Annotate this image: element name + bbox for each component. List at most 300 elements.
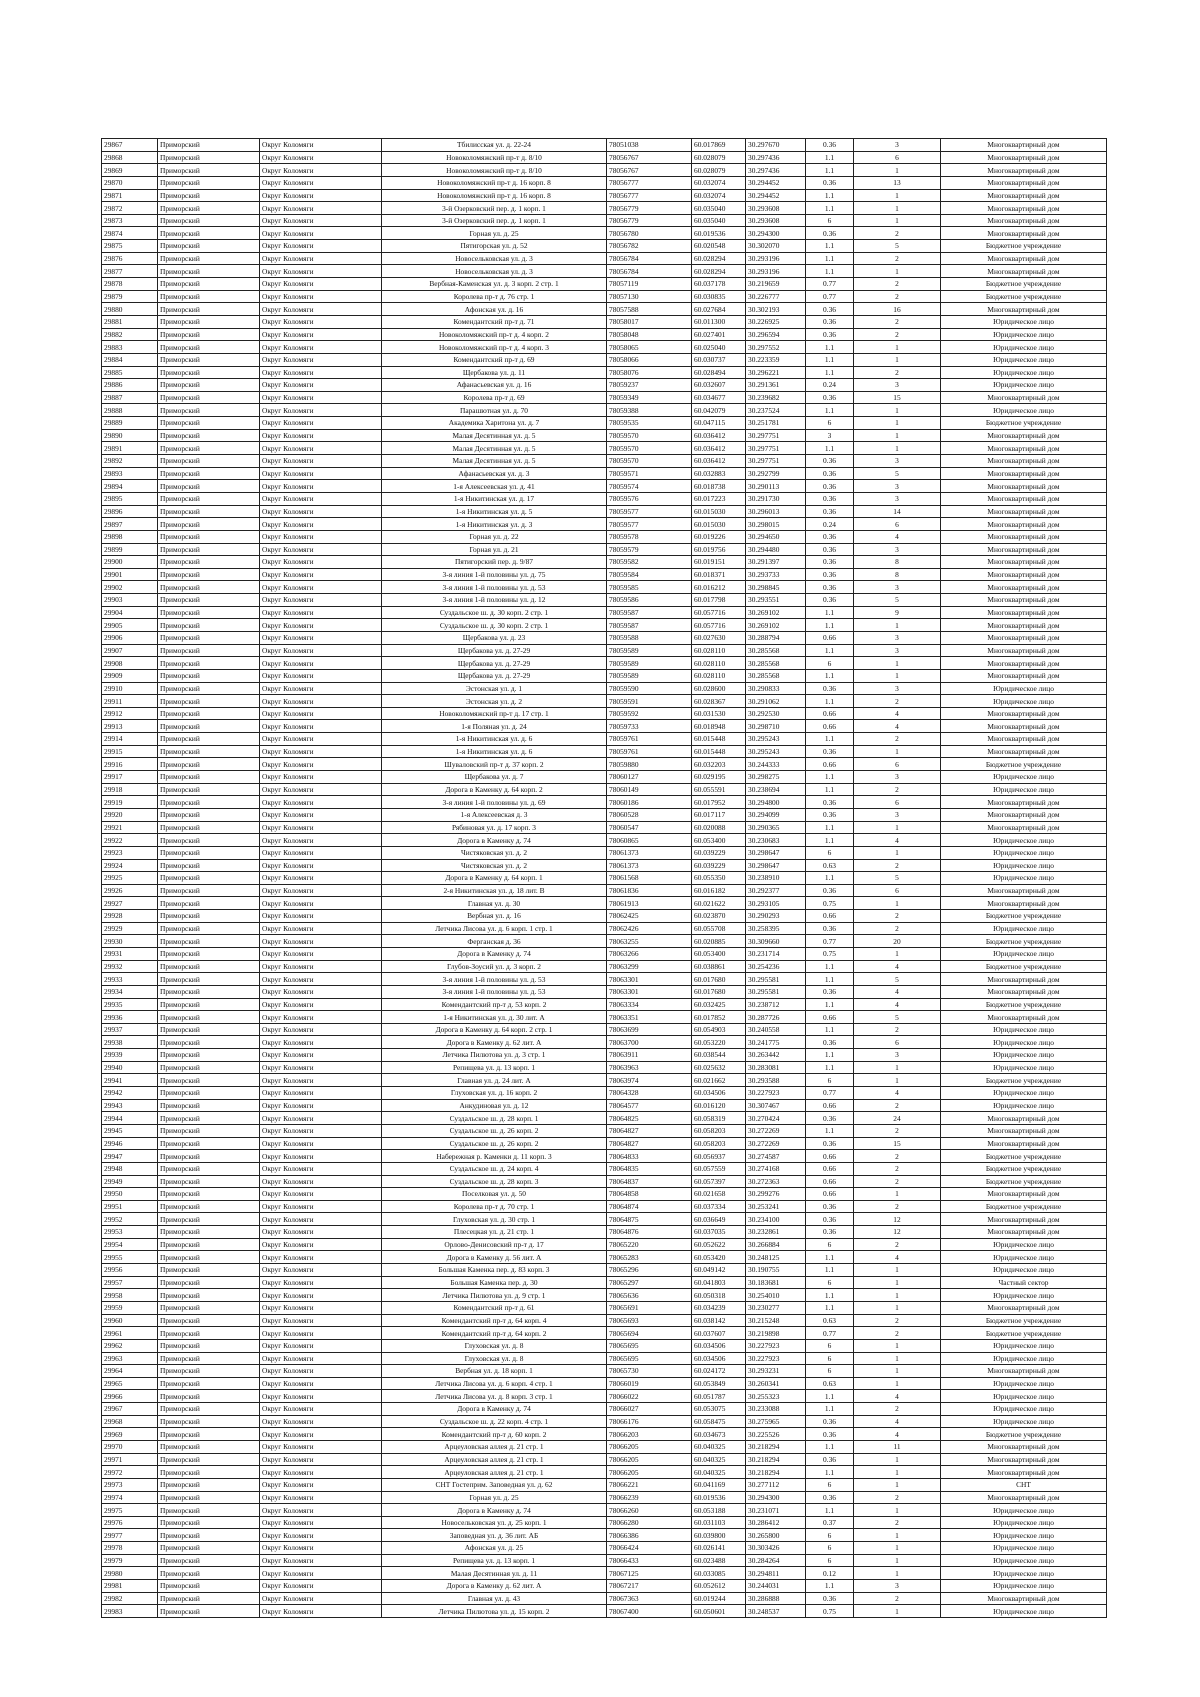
longitude-cell: 30.254010 — [746, 1289, 806, 1302]
table-row — [102, 315, 1107, 328]
owner-type-cell: Многоквартирный дом — [941, 581, 1107, 594]
district-cell: Приморский — [158, 1403, 260, 1416]
district-cell: Приморский — [158, 404, 260, 417]
latitude-cell: 60.026141 — [692, 1542, 746, 1555]
latitude-cell: 60.025040 — [692, 341, 746, 354]
latitude-cell: 60.058203 — [692, 1137, 746, 1150]
address-cell: 3-я линия 1-й половины ул. д. 53 — [382, 581, 607, 594]
district-cell: Приморский — [158, 1226, 260, 1239]
longitude-cell: 30.299276 — [746, 1188, 806, 1201]
table-row — [102, 404, 1107, 417]
address-cell: Чистяковская ул. д. 2 — [382, 846, 607, 859]
latitude-cell: 60.049142 — [692, 1264, 746, 1277]
address-cell: Комендантский пр-т д. 53 корп. 2 — [382, 998, 607, 1011]
okrug-cell: Округ Коломяги — [260, 808, 382, 821]
address-cell: Горная ул. д. 25 — [382, 227, 607, 240]
capacity-cell: 1.1 — [806, 1264, 854, 1277]
latitude-cell: 60.058319 — [692, 1112, 746, 1125]
row-id-cell: 29961 — [102, 1327, 158, 1340]
row-id-cell: 29885 — [102, 366, 158, 379]
capacity-cell: 0.36 — [806, 1415, 854, 1428]
district-cell: Приморский — [158, 1466, 260, 1479]
longitude-cell: 30.297552 — [746, 341, 806, 354]
okrug-cell: Округ Коломяги — [260, 1251, 382, 1264]
address-cell: 1-я Никитинская ул. д. 30 лит. А — [382, 1011, 607, 1024]
latitude-cell: 60.053188 — [692, 1504, 746, 1517]
okrug-cell: Округ Коломяги — [260, 176, 382, 189]
longitude-cell: 30.294452 — [746, 176, 806, 189]
district-cell: Приморский — [158, 872, 260, 885]
latitude-cell: 60.028294 — [692, 265, 746, 278]
row-id-cell: 29933 — [102, 973, 158, 986]
latitude-cell: 60.021658 — [692, 1188, 746, 1201]
code-cell: 78056767 — [607, 151, 692, 164]
table-row — [102, 1023, 1107, 1036]
address-cell: Пятигорский пер. д. 9/87 — [382, 556, 607, 569]
count-cell: 4 — [854, 1428, 941, 1441]
longitude-cell: 30.283081 — [746, 1061, 806, 1074]
table-row — [102, 796, 1107, 809]
count-cell: 2 — [854, 1150, 941, 1163]
district-cell: Приморский — [158, 783, 260, 796]
table-row — [102, 366, 1107, 379]
longitude-cell: 30.294650 — [746, 530, 806, 543]
code-cell: 78065695 — [607, 1352, 692, 1365]
row-id-cell: 29898 — [102, 530, 158, 543]
longitude-cell: 30.275965 — [746, 1415, 806, 1428]
table-row — [102, 1377, 1107, 1390]
capacity-cell: 1.1 — [806, 1124, 854, 1137]
table-row — [102, 1087, 1107, 1100]
owner-type-cell: Юридическое лицо — [941, 846, 1107, 859]
owner-type-cell: Многоквартирный дом — [941, 707, 1107, 720]
longitude-cell: 30.270424 — [746, 1112, 806, 1125]
table-row — [102, 227, 1107, 240]
capacity-cell: 0.77 — [806, 935, 854, 948]
count-cell: 2 — [854, 278, 941, 291]
capacity-cell: 1.1 — [806, 1289, 854, 1302]
row-id-cell: 29897 — [102, 518, 158, 531]
address-cell: Чистяковская ул. д. 2 — [382, 859, 607, 872]
district-cell: Приморский — [158, 1061, 260, 1074]
code-cell: 78059579 — [607, 543, 692, 556]
okrug-cell: Округ Коломяги — [260, 164, 382, 177]
latitude-cell: 60.015448 — [692, 733, 746, 746]
row-id-cell: 29981 — [102, 1580, 158, 1593]
code-cell: 78058065 — [607, 341, 692, 354]
table-row — [102, 771, 1107, 784]
longitude-cell: 30.293733 — [746, 568, 806, 581]
address-cell: Дорога в Каменку д. 62 лит. А — [382, 1036, 607, 1049]
table-row — [102, 783, 1107, 796]
capacity-cell: 0.66 — [806, 910, 854, 923]
latitude-cell: 60.047115 — [692, 417, 746, 430]
latitude-cell: 60.032074 — [692, 189, 746, 202]
table-row — [102, 467, 1107, 480]
longitude-cell: 30.244031 — [746, 1580, 806, 1593]
longitude-cell: 30.272269 — [746, 1137, 806, 1150]
count-cell: 6 — [854, 758, 941, 771]
count-cell: 15 — [854, 391, 941, 404]
okrug-cell: Округ Коломяги — [260, 783, 382, 796]
count-cell: 1 — [854, 948, 941, 961]
district-cell: Приморский — [158, 922, 260, 935]
table-row — [102, 1403, 1107, 1416]
address-cell: Глубов-Зоусий ул. д. 3 корп. 2 — [382, 960, 607, 973]
address-cell: Суздальское ш. д. 28 корп. 1 — [382, 1112, 607, 1125]
count-cell: 3 — [854, 139, 941, 152]
code-cell: 78063299 — [607, 960, 692, 973]
owner-type-cell: Многоквартирный дом — [941, 252, 1107, 265]
code-cell: 78065220 — [607, 1238, 692, 1251]
count-cell: 4 — [854, 960, 941, 973]
okrug-cell: Округ Коломяги — [260, 1162, 382, 1175]
address-cell: Суздальское ш. д. 26 корп. 2 — [382, 1137, 607, 1150]
count-cell: 4 — [854, 1390, 941, 1403]
longitude-cell: 30.272363 — [746, 1175, 806, 1188]
count-cell: 3 — [854, 771, 941, 784]
district-cell: Приморский — [158, 1301, 260, 1314]
table-row — [102, 1466, 1107, 1479]
okrug-cell: Округ Коломяги — [260, 265, 382, 278]
count-cell: 1 — [854, 821, 941, 834]
okrug-cell: Округ Коломяги — [260, 897, 382, 910]
district-cell: Приморский — [158, 303, 260, 316]
table-row — [102, 1339, 1107, 1352]
district-cell: Приморский — [158, 1478, 260, 1491]
capacity-cell: 0.36 — [806, 505, 854, 518]
count-cell: 1 — [854, 442, 941, 455]
district-cell: Приморский — [158, 480, 260, 493]
owner-type-cell: Юридическое лицо — [941, 682, 1107, 695]
row-id-cell: 29926 — [102, 884, 158, 897]
district-cell: Приморский — [158, 1365, 260, 1378]
row-id-cell: 29965 — [102, 1377, 158, 1390]
latitude-cell: 60.032425 — [692, 998, 746, 1011]
district-cell: Приморский — [158, 1276, 260, 1289]
code-cell: 78065297 — [607, 1276, 692, 1289]
longitude-cell: 30.269102 — [746, 619, 806, 632]
okrug-cell: Округ Коломяги — [260, 530, 382, 543]
count-cell: 1 — [854, 745, 941, 758]
owner-type-cell: Бюджетное учреждение — [941, 1074, 1107, 1087]
code-cell: 78065694 — [607, 1327, 692, 1340]
district-cell: Приморский — [158, 745, 260, 758]
longitude-cell: 30.297436 — [746, 151, 806, 164]
count-cell: 2 — [854, 910, 941, 923]
longitude-cell: 30.294452 — [746, 189, 806, 202]
row-id-cell: 29868 — [102, 151, 158, 164]
longitude-cell: 30.307467 — [746, 1099, 806, 1112]
capacity-cell: 1.1 — [806, 606, 854, 619]
district-cell: Приморский — [158, 1049, 260, 1062]
longitude-cell: 30.240558 — [746, 1023, 806, 1036]
row-id-cell: 29920 — [102, 808, 158, 821]
okrug-cell: Округ Коломяги — [260, 1061, 382, 1074]
row-id-cell: 29946 — [102, 1137, 158, 1150]
latitude-cell: 60.029195 — [692, 771, 746, 784]
capacity-cell: 0.24 — [806, 518, 854, 531]
owner-type-cell: Многоквартирный дом — [941, 1188, 1107, 1201]
latitude-cell: 60.057559 — [692, 1162, 746, 1175]
capacity-cell: 0.24 — [806, 379, 854, 392]
code-cell: 78059761 — [607, 733, 692, 746]
count-cell: 1 — [854, 1377, 941, 1390]
latitude-cell: 60.055708 — [692, 922, 746, 935]
capacity-cell: 0.66 — [806, 1162, 854, 1175]
longitude-cell: 30.219898 — [746, 1327, 806, 1340]
okrug-cell: Округ Коломяги — [260, 682, 382, 695]
okrug-cell: Округ Коломяги — [260, 353, 382, 366]
table-row — [102, 1150, 1107, 1163]
code-cell: 78059535 — [607, 417, 692, 430]
owner-type-cell: Многоквартирный дом — [941, 985, 1107, 998]
address-cell: Щербакова ул. д. 27-29 — [382, 669, 607, 682]
code-cell: 78056779 — [607, 214, 692, 227]
count-cell: 2 — [854, 1516, 941, 1529]
latitude-cell: 60.040325 — [692, 1440, 746, 1453]
table-row — [102, 1238, 1107, 1251]
table-row — [102, 1327, 1107, 1340]
okrug-cell: Округ Коломяги — [260, 1276, 382, 1289]
capacity-cell: 6 — [806, 1529, 854, 1542]
longitude-cell: 30.291062 — [746, 695, 806, 708]
table-row — [102, 202, 1107, 215]
longitude-cell: 30.297751 — [746, 455, 806, 468]
longitude-cell: 30.293105 — [746, 897, 806, 910]
row-id-cell: 29975 — [102, 1504, 158, 1517]
address-cell: Дорога в Каменку д. 74 — [382, 948, 607, 961]
code-cell: 78059349 — [607, 391, 692, 404]
latitude-cell: 60.025632 — [692, 1061, 746, 1074]
longitude-cell: 30.255323 — [746, 1390, 806, 1403]
row-id-cell: 29896 — [102, 505, 158, 518]
code-cell: 78064874 — [607, 1200, 692, 1213]
okrug-cell: Округ Коломяги — [260, 796, 382, 809]
code-cell: 78067363 — [607, 1592, 692, 1605]
count-cell: 4 — [854, 1087, 941, 1100]
owner-type-cell: Юридическое лицо — [941, 783, 1107, 796]
okrug-cell: Округ Коломяги — [260, 973, 382, 986]
longitude-cell: 30.218294 — [746, 1453, 806, 1466]
row-id-cell: 29932 — [102, 960, 158, 973]
latitude-cell: 60.039800 — [692, 1529, 746, 1542]
okrug-cell: Округ Коломяги — [260, 1605, 382, 1618]
table-row — [102, 758, 1107, 771]
table-row — [102, 1124, 1107, 1137]
latitude-cell: 60.057397 — [692, 1175, 746, 1188]
code-cell: 78063963 — [607, 1061, 692, 1074]
longitude-cell: 30.292377 — [746, 884, 806, 897]
okrug-cell: Округ Коломяги — [260, 480, 382, 493]
latitude-cell: 60.052612 — [692, 1580, 746, 1593]
latitude-cell: 60.032074 — [692, 176, 746, 189]
table-row — [102, 1226, 1107, 1239]
row-id-cell: 29886 — [102, 379, 158, 392]
count-cell: 11 — [854, 1440, 941, 1453]
owner-type-cell: Многоквартирный дом — [941, 594, 1107, 607]
row-id-cell: 29918 — [102, 783, 158, 796]
code-cell: 78066280 — [607, 1516, 692, 1529]
latitude-cell: 60.019244 — [692, 1592, 746, 1605]
district-cell: Приморский — [158, 568, 260, 581]
longitude-cell: 30.227923 — [746, 1087, 806, 1100]
okrug-cell: Округ Коломяги — [260, 492, 382, 505]
address-cell: 3-я линия 1-й половины ул. д. 12 — [382, 594, 607, 607]
address-cell: Новосельковская ул. д. 25 корп. 1 — [382, 1516, 607, 1529]
row-id-cell: 29871 — [102, 189, 158, 202]
capacity-cell: 6 — [806, 1074, 854, 1087]
count-cell: 3 — [854, 379, 941, 392]
okrug-cell: Округ Коломяги — [260, 1238, 382, 1251]
count-cell: 1 — [854, 1466, 941, 1479]
okrug-cell: Округ Коломяги — [260, 745, 382, 758]
code-cell: 78059761 — [607, 745, 692, 758]
latitude-cell: 60.038544 — [692, 1049, 746, 1062]
address-cell: Малая Десятинная ул. д. 5 — [382, 429, 607, 442]
code-cell: 78059574 — [607, 480, 692, 493]
count-cell: 2 — [854, 922, 941, 935]
longitude-cell: 30.219659 — [746, 278, 806, 291]
row-id-cell: 29902 — [102, 581, 158, 594]
row-id-cell: 29935 — [102, 998, 158, 1011]
row-id-cell: 29891 — [102, 442, 158, 455]
longitude-cell: 30.295243 — [746, 733, 806, 746]
code-cell: 78066260 — [607, 1504, 692, 1517]
capacity-cell: 1.1 — [806, 252, 854, 265]
table-row — [102, 1099, 1107, 1112]
owner-type-cell: Бюджетное учреждение — [941, 910, 1107, 923]
code-cell: 78064875 — [607, 1213, 692, 1226]
okrug-cell: Округ Коломяги — [260, 695, 382, 708]
count-cell: 6 — [854, 1036, 941, 1049]
owner-type-cell: Юридическое лицо — [941, 1567, 1107, 1580]
capacity-cell: 0.36 — [806, 467, 854, 480]
code-cell: 78059577 — [607, 505, 692, 518]
row-id-cell: 29950 — [102, 1188, 158, 1201]
latitude-cell: 60.023870 — [692, 910, 746, 923]
capacity-cell: 1.1 — [806, 341, 854, 354]
district-cell: Приморский — [158, 1150, 260, 1163]
latitude-cell: 60.056937 — [692, 1150, 746, 1163]
code-cell: 78066239 — [607, 1491, 692, 1504]
code-cell: 78060547 — [607, 821, 692, 834]
address-cell: Дорога в Каменку д. 64 корп. 2 стр. 1 — [382, 1023, 607, 1036]
okrug-cell: Округ Коломяги — [260, 998, 382, 1011]
code-cell: 78058048 — [607, 328, 692, 341]
code-cell: 78066205 — [607, 1466, 692, 1479]
capacity-cell: 0.63 — [806, 859, 854, 872]
okrug-cell: Округ Коломяги — [260, 846, 382, 859]
longitude-cell: 30.232861 — [746, 1226, 806, 1239]
count-cell: 1 — [854, 1554, 941, 1567]
district-cell: Приморский — [158, 619, 260, 632]
address-cell: Набережная р. Каменки д. 11 корп. 3 — [382, 1150, 607, 1163]
table-row — [102, 1011, 1107, 1024]
capacity-cell: 0.63 — [806, 1377, 854, 1390]
row-id-cell: 29921 — [102, 821, 158, 834]
address-cell: Анкудиновая ул. д. 12 — [382, 1099, 607, 1112]
address-cell: 2-я Никитинская ул. д. 18 лит. В — [382, 884, 607, 897]
row-id-cell: 29889 — [102, 417, 158, 430]
longitude-cell: 30.190755 — [746, 1264, 806, 1277]
address-cell: Королева пр-т д. 69 — [382, 391, 607, 404]
latitude-cell: 60.021622 — [692, 897, 746, 910]
longitude-cell: 30.295243 — [746, 745, 806, 758]
capacity-cell: 6 — [806, 1339, 854, 1352]
district-cell: Приморский — [158, 1440, 260, 1453]
district-cell: Приморский — [158, 594, 260, 607]
row-id-cell: 29955 — [102, 1251, 158, 1264]
owner-type-cell: Многоквартирный дом — [941, 644, 1107, 657]
row-id-cell: 29952 — [102, 1213, 158, 1226]
owner-type-cell: Юридическое лицо — [941, 341, 1107, 354]
code-cell: 78059587 — [607, 606, 692, 619]
capacity-cell: 0.36 — [806, 745, 854, 758]
capacity-cell: 0.36 — [806, 1137, 854, 1150]
row-id-cell: 29903 — [102, 594, 158, 607]
count-cell: 15 — [854, 1137, 941, 1150]
owner-type-cell: Бюджетное учреждение — [941, 960, 1107, 973]
latitude-cell: 60.038142 — [692, 1314, 746, 1327]
row-id-cell: 29956 — [102, 1264, 158, 1277]
address-cell: Горная ул. д. 21 — [382, 543, 607, 556]
table-row — [102, 1276, 1107, 1289]
owner-type-cell: Многоквартирный дом — [941, 492, 1107, 505]
code-cell: 78067400 — [607, 1605, 692, 1618]
owner-type-cell: Юридическое лицо — [941, 1352, 1107, 1365]
address-cell: Летчика Пилютова ул. д. 9 стр. 1 — [382, 1289, 607, 1302]
table-row — [102, 948, 1107, 961]
longitude-cell: 30.298015 — [746, 518, 806, 531]
district-cell: Приморский — [158, 960, 260, 973]
district-cell: Приморский — [158, 935, 260, 948]
table-row — [102, 884, 1107, 897]
table-row — [102, 1352, 1107, 1365]
table-row — [102, 1074, 1107, 1087]
okrug-cell: Округ Коломяги — [260, 1478, 382, 1491]
owner-type-cell: Многоквартирный дом — [941, 480, 1107, 493]
okrug-cell: Округ Коломяги — [260, 910, 382, 923]
longitude-cell: 30.292530 — [746, 707, 806, 720]
code-cell: 78059388 — [607, 404, 692, 417]
capacity-cell: 0.77 — [806, 278, 854, 291]
code-cell: 78060865 — [607, 834, 692, 847]
address-cell: 1-я Никитинская ул. д. 6 — [382, 733, 607, 746]
owner-type-cell: Бюджетное учреждение — [941, 240, 1107, 253]
okrug-cell: Округ Коломяги — [260, 922, 382, 935]
capacity-cell: 0.36 — [806, 139, 854, 152]
row-id-cell: 29942 — [102, 1087, 158, 1100]
okrug-cell: Округ Коломяги — [260, 1453, 382, 1466]
capacity-cell: 1.1 — [806, 164, 854, 177]
owner-type-cell: Бюджетное учреждение — [941, 1428, 1107, 1441]
district-cell: Приморский — [158, 808, 260, 821]
address-cell: Комендантский пр-т д. 64 корп. 4 — [382, 1314, 607, 1327]
count-cell: 6 — [854, 796, 941, 809]
district-cell: Приморский — [158, 1390, 260, 1403]
okrug-cell: Округ Коломяги — [260, 278, 382, 291]
owner-type-cell: Многоквартирный дом — [941, 1466, 1107, 1479]
longitude-cell: 30.227923 — [746, 1339, 806, 1352]
table-row — [102, 278, 1107, 291]
address-cell: Новоколомяжский пр-т д. 4 корп. 3 — [382, 341, 607, 354]
owner-type-cell: Юридическое лицо — [941, 1605, 1107, 1618]
owner-type-cell: Многоквартирный дом — [941, 467, 1107, 480]
address-cell: Малая Десятинная ул. д. 5 — [382, 442, 607, 455]
address-cell: Дорога в Каменку д. 56 лит. А — [382, 1251, 607, 1264]
owner-type-cell: Юридическое лицо — [941, 1504, 1107, 1517]
